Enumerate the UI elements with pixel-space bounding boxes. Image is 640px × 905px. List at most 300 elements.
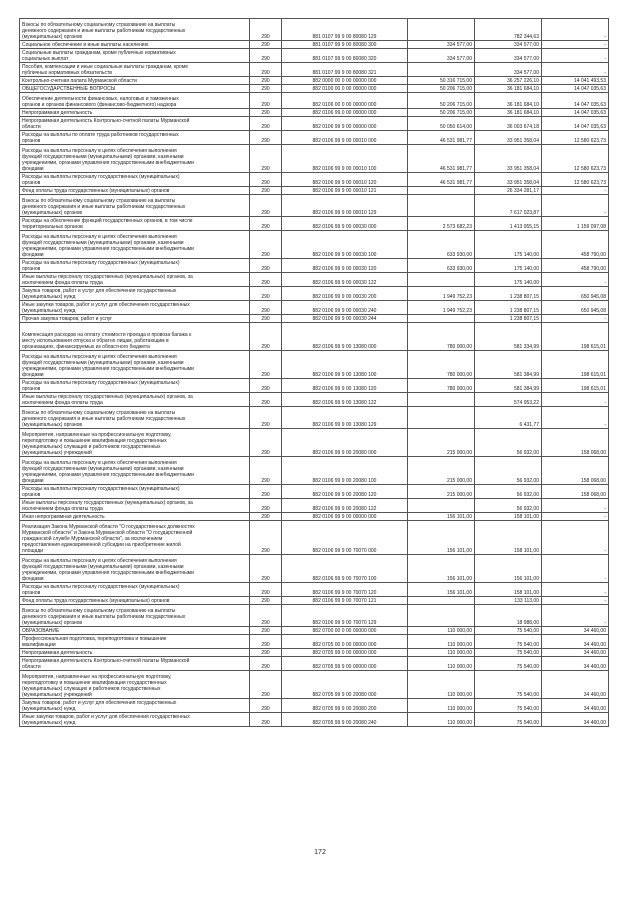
row-name: ОБРАЗОВАНИЕ <box>20 627 250 635</box>
row-remaining-amount: - <box>542 315 609 323</box>
row-approved-amount: 110 000,00 <box>408 635 475 649</box>
table-row <box>20 699 609 713</box>
row-budget-code: 881 0107 99 9 00 80080 300 <box>282 41 408 49</box>
budget-report-page <box>19 18 608 727</box>
table-row <box>20 485 609 499</box>
table-row <box>20 77 609 85</box>
row-executed-amount: 56 932,00 <box>475 499 542 513</box>
row-budget-code: 882 0106 99 9 00 00030 122 <box>282 273 408 287</box>
row-executed-amount: 581 334,99 <box>475 323 542 351</box>
row-name: Непрограммная деятельность Контрольно-счетной палаты Мурманской области <box>20 117 250 131</box>
row-name: Расходы на выплаты персоналу в целях обеспечения выполнения функций государственными (муниципальными) органами, казенными учреждениями, органами управления государственными внебюджетными фондами <box>20 231 250 259</box>
row-executed-amount: 36 181 684,10 <box>475 93 542 109</box>
row-budget-code: 882 0106 99 0 00 00000 000 <box>282 109 408 117</box>
row-executed-amount: 782 344,63 <box>475 19 542 41</box>
row-approved-amount: 110 000,00 <box>408 699 475 713</box>
row-name: Расходы на выплаты по оплате труда работников государственных органов <box>20 131 250 145</box>
row-line-code: 290 <box>250 657 282 671</box>
table-row <box>20 145 609 173</box>
row-remaining-amount: 198 615,01 <box>542 323 609 351</box>
row-remaining-amount: - <box>542 393 609 407</box>
row-name: Иные закупки товаров, работ и услуг для обеспечения государственных (муниципальных) нужд <box>20 301 250 315</box>
row-name: Мероприятия, направленные на профессиональную подготовку, переподготовку и повышение квалификации государственных (муниципальных) служащих и работников государственных (муниципальных) учреждений <box>20 671 250 699</box>
row-executed-amount: 581 384,99 <box>475 351 542 379</box>
row-remaining-amount: 14 047 035,63 <box>542 93 609 109</box>
row-executed-amount: 33 951 358,04 <box>475 145 542 173</box>
row-line-code: 290 <box>250 195 282 217</box>
row-name: Расходы на выплаты персоналу в целях обеспечения выполнения функций государственными (муниципальными) органами, казенными учреждениями, органами управления государственными внебюджетными фондами <box>20 351 250 379</box>
row-approved-amount <box>408 597 475 605</box>
table-row <box>20 657 609 671</box>
table-row <box>20 131 609 145</box>
row-name: Расходы на выплаты персоналу в целях обеспечения выполнения функций государственными (муниципальными) органами, казенными учреждениями, органами управления государственными внебюджетными фондами <box>20 457 250 485</box>
table-row <box>20 407 609 429</box>
row-executed-amount: 36 181 684,10 <box>475 109 542 117</box>
row-budget-code: 882 0106 99 9 00 00000 000 <box>282 117 408 131</box>
row-budget-code: 882 0106 99 9 00 70070 129 <box>282 605 408 627</box>
row-approved-amount: 215 000,00 <box>408 485 475 499</box>
row-budget-code: 882 0106 00 0 00 00000 000 <box>282 93 408 109</box>
row-line-code: 290 <box>250 323 282 351</box>
row-name: Расходы на выплаты персоналу государственных (муниципальных) органов <box>20 173 250 187</box>
row-remaining-amount: 12 580 623,73 <box>542 173 609 187</box>
row-line-code: 290 <box>250 499 282 513</box>
row-line-code: 290 <box>250 635 282 649</box>
row-executed-amount: 75 540,00 <box>475 713 542 727</box>
row-line-code: 290 <box>250 513 282 521</box>
row-line-code: 290 <box>250 187 282 195</box>
table-row <box>20 187 609 195</box>
row-executed-amount: 75 540,00 <box>475 649 542 657</box>
row-approved-amount: 46 531 981,77 <box>408 145 475 173</box>
row-executed-amount: 158 101,00 <box>475 521 542 555</box>
table-row <box>20 117 609 131</box>
row-approved-amount: 50 316 715,00 <box>408 77 475 85</box>
table-row <box>20 301 609 315</box>
row-approved-amount: 110 000,00 <box>408 713 475 727</box>
row-remaining-amount: 34 460,00 <box>542 649 609 657</box>
row-approved-amount <box>408 63 475 77</box>
row-executed-amount: 75 540,00 <box>475 657 542 671</box>
table-row <box>20 583 609 597</box>
row-budget-code: 882 0106 99 9 00 20080 000 <box>282 429 408 457</box>
row-executed-amount: 334 577,00 <box>475 63 542 77</box>
row-name: Фонд оплаты труда государственных (муниципальных) органов <box>20 597 250 605</box>
row-line-code: 290 <box>250 457 282 485</box>
row-executed-amount: 574 953,22 <box>475 393 542 407</box>
row-name: Обеспечение деятельности финансовых, налоговых и таможенных органов и органов финансового (финансово-бюджетного) надзора <box>20 93 250 109</box>
row-budget-code: 882 0106 99 9 00 70070 000 <box>282 521 408 555</box>
row-remaining-amount: - <box>542 19 609 41</box>
table-row <box>20 597 609 605</box>
row-remaining-amount: - <box>542 187 609 195</box>
row-approved-amount: 156 101,00 <box>408 521 475 555</box>
row-line-code: 290 <box>250 259 282 273</box>
table-row <box>20 379 609 393</box>
row-remaining-amount: 458 790,00 <box>542 259 609 273</box>
row-budget-code: 882 0705 00 0 00 00000 000 <box>282 635 408 649</box>
row-budget-code: 882 0705 99 9 00 20080 200 <box>282 699 408 713</box>
row-approved-amount: 110 000,00 <box>408 649 475 657</box>
row-executed-amount: 175 140,00 <box>475 259 542 273</box>
row-budget-code: 882 0705 99 9 00 20080 000 <box>282 671 408 699</box>
row-line-code: 290 <box>250 393 282 407</box>
row-approved-amount: 215 000,00 <box>408 457 475 485</box>
row-executed-amount: 18 988,00 <box>475 605 542 627</box>
row-remaining-amount: 34 460,00 <box>542 657 609 671</box>
row-name: Реализация Закона Мурманской области "О государственных должностях Мурманской области" и Закона Мурманской области "О государственной гражданской службе Мурманской области", за исключением предоставления единовременной субсидии на приобретение жилой площади <box>20 521 250 555</box>
row-line-code: 290 <box>250 671 282 699</box>
table-row <box>20 273 609 287</box>
table-row <box>20 109 609 117</box>
row-budget-code: 882 0106 99 9 00 20080 100 <box>282 457 408 485</box>
row-executed-amount: 175 140,00 <box>475 273 542 287</box>
row-executed-amount: 156 101,00 <box>475 555 542 583</box>
row-budget-code: 882 0106 99 9 00 13080 000 <box>282 323 408 351</box>
row-budget-code: 882 0106 99 9 00 00010 129 <box>282 195 408 217</box>
row-budget-code: 882 0106 99 9 00 00010 120 <box>282 173 408 187</box>
page-number: 172 <box>314 849 326 856</box>
row-approved-amount: 633 930,00 <box>408 231 475 259</box>
row-remaining-amount: - <box>542 499 609 513</box>
row-approved-amount <box>408 187 475 195</box>
row-approved-amount: 1 949 752,23 <box>408 287 475 301</box>
row-line-code: 290 <box>250 131 282 145</box>
row-remaining-amount: 12 580 623,73 <box>542 145 609 173</box>
row-approved-amount <box>408 195 475 217</box>
budget-execution-table <box>19 18 609 727</box>
table-row <box>20 41 609 49</box>
row-line-code: 290 <box>250 699 282 713</box>
table-row <box>20 49 609 63</box>
row-budget-code: 882 0106 99 9 00 13080 100 <box>282 351 408 379</box>
table-row <box>20 259 609 273</box>
row-remaining-amount: 12 580 623,73 <box>542 131 609 145</box>
row-remaining-amount: 34 460,00 <box>542 713 609 727</box>
row-approved-amount: 2 573 682,23 <box>408 217 475 231</box>
row-line-code: 290 <box>250 713 282 727</box>
row-remaining-amount: 1 159 097,08 <box>542 217 609 231</box>
row-budget-code: 882 0106 99 9 00 20080 122 <box>282 499 408 513</box>
row-executed-amount: 133 113,00 <box>475 597 542 605</box>
row-executed-amount: 1 238 807,15 <box>475 287 542 301</box>
row-remaining-amount: 34 460,00 <box>542 635 609 649</box>
row-budget-code: 882 0106 99 9 00 00010 000 <box>282 131 408 145</box>
row-line-code: 290 <box>250 649 282 657</box>
table-row <box>20 93 609 109</box>
row-name: Прочая закупка товаров, работ и услуг <box>20 315 250 323</box>
row-budget-code: 882 0705 99 9 00 00000 000 <box>282 657 408 671</box>
table-row <box>20 513 609 521</box>
row-line-code: 290 <box>250 217 282 231</box>
row-line-code: 290 <box>250 117 282 131</box>
row-remaining-amount: - <box>542 555 609 583</box>
row-remaining-amount: 458 790,00 <box>542 231 609 259</box>
row-approved-amount: 156 101,00 <box>408 513 475 521</box>
row-remaining-amount: - <box>542 273 609 287</box>
table-row <box>20 351 609 379</box>
table-row <box>20 315 609 323</box>
row-approved-amount: 334 577,00 <box>408 41 475 49</box>
row-line-code: 290 <box>250 145 282 173</box>
row-remaining-amount: - <box>542 583 609 597</box>
row-budget-code: 882 0106 99 9 00 13080 120 <box>282 379 408 393</box>
table-row <box>20 521 609 555</box>
row-line-code: 290 <box>250 555 282 583</box>
row-name: Иная непрограммная деятельность <box>20 513 250 521</box>
row-line-code: 290 <box>250 63 282 77</box>
row-approved-amount: 156 101,00 <box>408 555 475 583</box>
row-line-code: 290 <box>250 521 282 555</box>
row-line-code: 290 <box>250 583 282 597</box>
row-name: Непрограммная деятельность <box>20 649 250 657</box>
row-approved-amount: 780 000,00 <box>408 323 475 351</box>
row-executed-amount: 158 101,00 <box>475 583 542 597</box>
row-name: Компенсация расходов на оплату стоимости проезда и провоза багажа к месту использования отпуска и обратно лицам, работающим в организациях, финансируемых из областного бюджета <box>20 323 250 351</box>
row-line-code: 290 <box>250 49 282 63</box>
row-line-code: 290 <box>250 485 282 499</box>
row-budget-code: 882 0106 99 9 00 00030 200 <box>282 287 408 301</box>
row-remaining-amount: - <box>542 407 609 429</box>
row-approved-amount: 110 000,00 <box>408 671 475 699</box>
row-remaining-amount: 14 047 035,63 <box>542 117 609 131</box>
row-remaining-amount: 34 460,00 <box>542 699 609 713</box>
row-approved-amount <box>408 315 475 323</box>
row-executed-amount: 75 540,00 <box>475 671 542 699</box>
row-executed-amount: 36 181 684,10 <box>475 85 542 93</box>
row-name: ОБЩЕГОСУДАРСТВЕННЫЕ ВОПРОСЫ <box>20 85 250 93</box>
table-row <box>20 173 609 187</box>
row-line-code: 290 <box>250 273 282 287</box>
row-remaining-amount: 14 047 035,63 <box>542 85 609 93</box>
table-row <box>20 627 609 635</box>
row-name: Социальное обеспечение и иные выплаты населению <box>20 41 250 49</box>
row-remaining-amount: 158 068,00 <box>542 485 609 499</box>
row-name: Контрольно-счетная палата Мурманской области <box>20 77 250 85</box>
row-line-code: 290 <box>250 597 282 605</box>
row-name: Пособия, компенсации и иные социальные выплаты гражданам, кроме публичных нормативных обязательств <box>20 63 250 77</box>
table-row <box>20 85 609 93</box>
row-line-code: 290 <box>250 109 282 117</box>
row-approved-amount: 46 531 981,77 <box>408 131 475 145</box>
row-name: Закупка товаров, работ и услуг для обеспечения государственных (муниципальных) нужд <box>20 699 250 713</box>
row-approved-amount <box>408 273 475 287</box>
row-name: Расходы на выплаты персоналу государственных (муниципальных) органов <box>20 485 250 499</box>
table-row <box>20 19 609 41</box>
row-name: Иные выплаты персоналу государственных (муниципальных) органов, за исключением фонда оплаты труда <box>20 499 250 513</box>
row-approved-amount: 110 000,00 <box>408 627 475 635</box>
row-remaining-amount: - <box>542 597 609 605</box>
row-budget-code: 882 0106 99 9 00 00030 000 <box>282 217 408 231</box>
row-executed-amount: 26 334 281,17 <box>475 187 542 195</box>
row-name: Социальные выплаты гражданам, кроме публичных нормативных социальных выплат <box>20 49 250 63</box>
row-line-code: 290 <box>250 173 282 187</box>
row-budget-code: 882 0106 99 9 00 13080 122 <box>282 393 408 407</box>
table-row <box>20 231 609 259</box>
row-line-code: 290 <box>250 19 282 41</box>
row-approved-amount: 780 000,00 <box>408 351 475 379</box>
table-body <box>20 19 609 727</box>
row-executed-amount: 33 951 358,04 <box>475 131 542 145</box>
row-executed-amount: 581 384,99 <box>475 379 542 393</box>
row-remaining-amount: - <box>542 41 609 49</box>
row-remaining-amount: - <box>542 195 609 217</box>
table-row <box>20 195 609 217</box>
row-remaining-amount: - <box>542 521 609 555</box>
row-line-code: 290 <box>250 315 282 323</box>
row-approved-amount: 780 000,00 <box>408 379 475 393</box>
row-approved-amount <box>408 407 475 429</box>
row-line-code: 290 <box>250 85 282 93</box>
row-executed-amount: 7 617 023,87 <box>475 195 542 217</box>
row-name: Непрограммная деятельность Контрольно-счетной палаты Мурманской области <box>20 657 250 671</box>
row-budget-code: 881 0107 99 9 00 80080 320 <box>282 49 408 63</box>
row-remaining-amount: 198 615,01 <box>542 351 609 379</box>
table-row <box>20 605 609 627</box>
row-name: Расходы на обеспечение функций государственных органов, в том числе территориальных органов <box>20 217 250 231</box>
row-executed-amount: 1 238 807,15 <box>475 315 542 323</box>
row-remaining-amount: - <box>542 63 609 77</box>
table-row <box>20 217 609 231</box>
row-approved-amount <box>408 393 475 407</box>
row-name: Расходы на выплаты персоналу государственных (муниципальных) органов <box>20 259 250 273</box>
row-approved-amount <box>408 19 475 41</box>
row-approved-amount: 633 930,00 <box>408 259 475 273</box>
row-remaining-amount: 198 615,01 <box>542 379 609 393</box>
row-approved-amount: 50 206 715,00 <box>408 93 475 109</box>
row-line-code: 290 <box>250 379 282 393</box>
row-budget-code: 882 0100 00 0 00 00000 000 <box>282 85 408 93</box>
row-line-code: 290 <box>250 407 282 429</box>
row-budget-code: 882 0705 99 9 00 20080 240 <box>282 713 408 727</box>
row-remaining-amount: - <box>542 513 609 521</box>
row-name: Расходы на выплаты персоналу государственных (муниципальных) органов <box>20 583 250 597</box>
row-line-code: 290 <box>250 605 282 627</box>
row-executed-amount: 6 431,77 <box>475 407 542 429</box>
row-budget-code: 882 0106 99 9 00 00030 244 <box>282 315 408 323</box>
row-name: Иные выплаты персоналу государственных (муниципальных) органов, за исключением фонда оплаты труда <box>20 393 250 407</box>
row-executed-amount: 56 932,00 <box>475 429 542 457</box>
row-remaining-amount: - <box>542 49 609 63</box>
row-remaining-amount: 34 460,00 <box>542 671 609 699</box>
row-budget-code: 882 0000 00 0 00 00000 000 <box>282 77 408 85</box>
table-row <box>20 457 609 485</box>
row-approved-amount: 215 000,00 <box>408 429 475 457</box>
row-executed-amount: 334 577,00 <box>475 49 542 63</box>
row-line-code: 290 <box>250 429 282 457</box>
table-row <box>20 287 609 301</box>
row-budget-code: 882 0106 99 9 00 00010 121 <box>282 187 408 195</box>
row-executed-amount: 75 540,00 <box>475 627 542 635</box>
row-name: Взносы по обязательному социальному страхованию на выплаты денежного содержания и иные выплаты работникам государственных (муниципальных) органов <box>20 19 250 41</box>
row-remaining-amount: 158 068,00 <box>542 457 609 485</box>
row-executed-amount: 75 540,00 <box>475 699 542 713</box>
row-approved-amount: 1 949 752,23 <box>408 301 475 315</box>
row-executed-amount: 1 238 807,15 <box>475 301 542 315</box>
row-line-code: 290 <box>250 77 282 85</box>
row-remaining-amount: 650 945,08 <box>542 287 609 301</box>
row-name: Иные закупки товаров, работ и услуг для обеспечения государственных (муниципальных) нужд <box>20 713 250 727</box>
table-row <box>20 393 609 407</box>
row-executed-amount: 158 101,00 <box>475 513 542 521</box>
row-budget-code: 882 0106 99 9 00 00000 000 <box>282 513 408 521</box>
row-executed-amount: 75 540,00 <box>475 635 542 649</box>
row-executed-amount: 56 932,00 <box>475 457 542 485</box>
table-row <box>20 429 609 457</box>
row-executed-amount: 1 413 955,15 <box>475 217 542 231</box>
row-executed-amount: 56 932,00 <box>475 485 542 499</box>
row-budget-code: 882 0106 99 9 00 70070 121 <box>282 597 408 605</box>
row-approved-amount: 46 531 981,77 <box>408 173 475 187</box>
row-line-code: 290 <box>250 93 282 109</box>
row-line-code: 290 <box>250 627 282 635</box>
row-budget-code: 881 0107 99 9 00 80080 129 <box>282 19 408 41</box>
table-row <box>20 649 609 657</box>
row-remaining-amount: 650 945,08 <box>542 301 609 315</box>
row-name: Закупка товаров, работ и услуг для обеспечения государственных (муниципальных) нужд <box>20 287 250 301</box>
row-approved-amount <box>408 499 475 513</box>
row-budget-code: 882 0106 99 9 00 00030 240 <box>282 301 408 315</box>
row-name: Профессиональная подготовка, переподготовка и повышение квалификации <box>20 635 250 649</box>
row-budget-code: 882 0705 99 0 00 00000 000 <box>282 649 408 657</box>
row-remaining-amount: 14 047 035,63 <box>542 109 609 117</box>
table-row <box>20 323 609 351</box>
row-budget-code: 882 0106 99 9 00 00010 100 <box>282 145 408 173</box>
table-row <box>20 555 609 583</box>
row-approved-amount: 156 101,00 <box>408 583 475 597</box>
row-name: Взносы по обязательному социальному страхованию на выплаты денежного содержания и иные выплаты работникам государственных (муниципальных) органов <box>20 407 250 429</box>
table-row <box>20 635 609 649</box>
table-row <box>20 713 609 727</box>
row-executed-amount: 36 003 674,18 <box>475 117 542 131</box>
row-executed-amount: 334 577,00 <box>475 41 542 49</box>
row-line-code: 290 <box>250 231 282 259</box>
row-budget-code: 882 0106 99 9 00 70070 100 <box>282 555 408 583</box>
row-name: Фонд оплаты труда государственных (муниципальных) органов <box>20 187 250 195</box>
row-name: Иные выплаты персоналу государственных (муниципальных) органов, за исключением фонда оплаты труда <box>20 273 250 287</box>
row-line-code: 290 <box>250 351 282 379</box>
row-approved-amount: 50 206 715,00 <box>408 109 475 117</box>
row-line-code: 290 <box>250 41 282 49</box>
row-name: Расходы на выплаты персоналу в целях обеспечения выполнения функций государственными (муниципальными) органами, казенными учреждениями, органами управления государственными внебюджетными фондами <box>20 555 250 583</box>
row-executed-amount: 33 951 358,04 <box>475 173 542 187</box>
row-name: Расходы на выплаты персоналу в целях обеспечения выполнения функций государственными (муниципальными) органами, казенными учреждениями, органами управления государственными внебюджетными фондами <box>20 145 250 173</box>
row-budget-code: 882 0106 99 9 00 00030 100 <box>282 231 408 259</box>
row-approved-amount: 334 577,00 <box>408 49 475 63</box>
row-remaining-amount: 34 460,00 <box>542 627 609 635</box>
row-budget-code: 882 0106 99 9 00 00030 120 <box>282 259 408 273</box>
table-row <box>20 499 609 513</box>
row-approved-amount: 50 050 614,00 <box>408 117 475 131</box>
row-remaining-amount: 158 068,00 <box>542 429 609 457</box>
row-name: Расходы на выплаты персоналу государственных (муниципальных) органов <box>20 379 250 393</box>
row-executed-amount: 175 140,00 <box>475 231 542 259</box>
row-budget-code: 882 0106 99 9 00 70070 120 <box>282 583 408 597</box>
row-name: Взносы по обязательному социальному страхованию на выплаты денежного содержания и иные выплаты работникам государственных (муниципальных) органов <box>20 195 250 217</box>
row-name: Непрограммная деятельность <box>20 109 250 117</box>
row-name: Взносы по обязательному социальному страхованию на выплаты денежного содержания и иные выплаты работникам государственных (муниципальных) органов <box>20 605 250 627</box>
row-line-code: 290 <box>250 301 282 315</box>
row-budget-code: 882 0106 99 9 00 13080 129 <box>282 407 408 429</box>
table-row <box>20 671 609 699</box>
row-approved-amount: 50 206 715,00 <box>408 85 475 93</box>
row-approved-amount <box>408 605 475 627</box>
row-budget-code: 881 0107 99 9 00 80080 321 <box>282 63 408 77</box>
row-line-code: 290 <box>250 287 282 301</box>
row-approved-amount: 110 000,00 <box>408 657 475 671</box>
row-executed-amount: 36 257 226,10 <box>475 77 542 85</box>
table-row <box>20 63 609 77</box>
